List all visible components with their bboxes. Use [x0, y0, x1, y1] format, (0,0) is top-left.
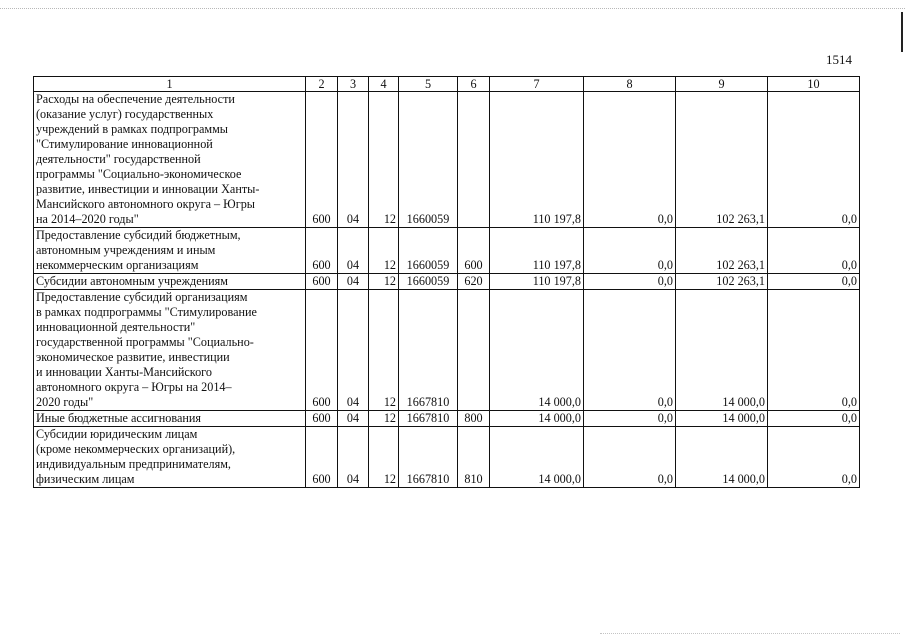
cell-col3: 04 — [338, 411, 369, 427]
row-description: Субсидии юридическим лицам (кроме некоммерческих организаций), индивидуальным предпринимателям, физическим лицам — [34, 427, 306, 488]
cell-col6: 620 — [458, 274, 490, 290]
cell-col8: 0,0 — [584, 411, 676, 427]
cell-col7: 14 000,0 — [490, 411, 584, 427]
table-row — [34, 228, 860, 274]
cell-col2: 600 — [306, 228, 338, 274]
cell-col10: 0,0 — [768, 92, 860, 228]
page-number: 1514 — [826, 52, 852, 67]
cell-col6: 800 — [458, 411, 490, 427]
cell-col3: 04 — [338, 92, 369, 228]
row-description: Предоставление субсидий бюджетным, автономным учреждениям и иным некоммерческим организациям — [34, 228, 306, 274]
cell-col4: 12 — [369, 427, 399, 488]
cell-col6: 600 — [458, 228, 490, 274]
cell-col2: 600 — [306, 274, 338, 290]
cell-col6 — [458, 290, 490, 411]
table-row — [34, 290, 860, 411]
column-header: 9 — [676, 77, 768, 92]
cell-col5: 1660059 — [399, 274, 458, 290]
cell-col3: 04 — [338, 427, 369, 488]
row-description: Предоставление субсидий организациям в рамках подпрограммы "Стимулирование инновационной деятельности" государственной программы "Социально- экономическое развитие, инвестиции и инновации Ханты-Мансийского автономного округа – Югры на 2014– 2020 годы" — [34, 290, 306, 411]
cell-col7: 14 000,0 — [490, 427, 584, 488]
row-description: Субсидии автономным учреждениям — [34, 274, 306, 290]
cell-col3: 04 — [338, 228, 369, 274]
column-header: 6 — [458, 77, 490, 92]
cell-col7: 110 197,8 — [490, 228, 584, 274]
row-description: Расходы на обеспечение деятельности (оказание услуг) государственных учреждений в рамках подпрограммы "Стимулирование инновационной деятельности" государственной программы "Социально-экономическое развитие, инвестиции и инновации Ханты- Мансийского автономного округа – Югры на 2014–2020 годы" — [34, 92, 306, 228]
cell-col3: 04 — [338, 290, 369, 411]
cell-col5: 1660059 — [399, 228, 458, 274]
cell-col5: 1667810 — [399, 411, 458, 427]
cell-col4: 12 — [369, 228, 399, 274]
scan-edge-top — [0, 8, 905, 9]
cell-col2: 600 — [306, 290, 338, 411]
column-header: 2 — [306, 77, 338, 92]
cell-col7: 110 197,8 — [490, 92, 584, 228]
cell-col10: 0,0 — [768, 411, 860, 427]
cell-col4: 12 — [369, 92, 399, 228]
cell-col6 — [458, 92, 490, 228]
cell-col9: 14 000,0 — [676, 411, 768, 427]
cell-col9: 102 263,1 — [676, 274, 768, 290]
table-row — [34, 274, 860, 290]
cell-col4: 12 — [369, 411, 399, 427]
cell-col9: 14 000,0 — [676, 290, 768, 411]
column-header: 8 — [584, 77, 676, 92]
table-row — [34, 427, 860, 488]
scan-edge-bottom — [600, 633, 900, 634]
cell-col8: 0,0 — [584, 92, 676, 228]
table-row — [34, 411, 860, 427]
scan-edge-right — [901, 12, 903, 52]
cell-col8: 0,0 — [584, 274, 676, 290]
cell-col8: 0,0 — [584, 290, 676, 411]
cell-col2: 600 — [306, 411, 338, 427]
cell-col9: 102 263,1 — [676, 92, 768, 228]
cell-col10: 0,0 — [768, 274, 860, 290]
cell-col9: 102 263,1 — [676, 228, 768, 274]
column-header: 3 — [338, 77, 369, 92]
cell-col4: 12 — [369, 290, 399, 411]
cell-col8: 0,0 — [584, 228, 676, 274]
header-row — [34, 77, 860, 92]
cell-col8: 0,0 — [584, 427, 676, 488]
cell-col3: 04 — [338, 274, 369, 290]
cell-col5: 1660059 — [399, 92, 458, 228]
column-header: 4 — [369, 77, 399, 92]
cell-col9: 14 000,0 — [676, 427, 768, 488]
column-header: 10 — [768, 77, 860, 92]
cell-col2: 600 — [306, 92, 338, 228]
cell-col10: 0,0 — [768, 290, 860, 411]
cell-col7: 14 000,0 — [490, 290, 584, 411]
cell-col10: 0,0 — [768, 228, 860, 274]
column-header: 5 — [399, 77, 458, 92]
cell-col5: 1667810 — [399, 427, 458, 488]
cell-col7: 110 197,8 — [490, 274, 584, 290]
column-header: 7 — [490, 77, 584, 92]
cell-col10: 0,0 — [768, 427, 860, 488]
column-header: 1 — [34, 77, 306, 92]
row-description: Иные бюджетные ассигнования — [34, 411, 306, 427]
cell-col6: 810 — [458, 427, 490, 488]
cell-col4: 12 — [369, 274, 399, 290]
cell-col5: 1667810 — [399, 290, 458, 411]
cell-col2: 600 — [306, 427, 338, 488]
table-row — [34, 92, 860, 228]
budget-table — [33, 76, 860, 488]
